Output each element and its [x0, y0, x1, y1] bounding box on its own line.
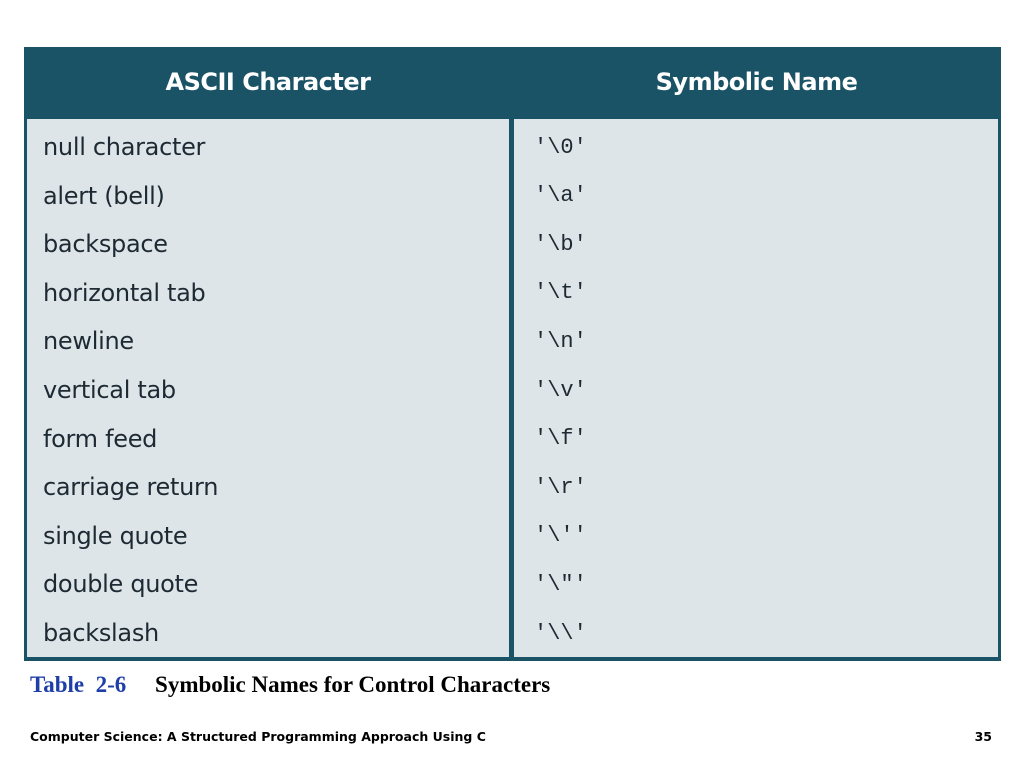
table-row-name: [27, 269, 206, 317]
table-row-name: [27, 560, 198, 608]
ascii-character-cell: carriage return: [43, 473, 219, 502]
ascii-character-cell: backspace: [43, 230, 168, 259]
footer-page-number: 35: [974, 729, 992, 744]
ascii-character-cell: single quote: [43, 521, 188, 550]
symbolic-name-cell: '\"': [534, 571, 587, 597]
caption-text: Symbolic Names for Control Characters: [155, 672, 551, 697]
ascii-character-cell: null character: [43, 133, 206, 161]
ascii-character-column: [27, 119, 509, 657]
table-row-name: [27, 415, 157, 463]
header-symbolic-name: Symbolic Name: [655, 67, 858, 96]
symbolic-name-cell: '\\': [534, 620, 587, 646]
ascii-character-cell: backslash: [43, 619, 159, 647]
symbolic-name-cell: '\r': [534, 474, 587, 500]
table-row-name: [27, 512, 187, 560]
table-row-symbol: [514, 269, 587, 317]
table-row-name: [27, 317, 134, 365]
ascii-character-cell: form feed: [43, 424, 158, 453]
symbolic-name-cell: '\0': [534, 134, 587, 160]
symbolic-name-cell: '\n': [534, 328, 587, 354]
symbolic-name-cell: '\'': [534, 523, 587, 549]
table-row-symbol: [514, 512, 587, 560]
table-row-symbol: [514, 172, 587, 220]
table-row-name: [27, 609, 159, 657]
symbolic-name-cell: '\b': [534, 231, 587, 257]
control-characters-table: [24, 47, 1001, 661]
symbolic-name-cell: '\f': [534, 426, 587, 452]
caption-label: Table 2-6: [30, 672, 127, 697]
table-row-name: [27, 463, 218, 511]
ascii-character-cell: alert (bell): [43, 181, 165, 210]
footer-book-title: Computer Science: A Structured Programming Approach Using C: [30, 729, 486, 744]
table-row-name: [27, 172, 165, 220]
symbolic-name-column: [514, 119, 998, 657]
table-row-name: [27, 220, 168, 268]
table-row-symbol: [514, 463, 587, 511]
ascii-character-cell: newline: [43, 327, 134, 356]
table-row-symbol: [514, 366, 587, 414]
table-row-symbol: [514, 123, 587, 171]
symbolic-name-cell: '\t': [534, 280, 587, 306]
header-ascii-character: ASCII Character: [165, 67, 371, 96]
table-row-name: [27, 366, 176, 414]
table-row-symbol: [514, 560, 587, 608]
table-row-name: [27, 123, 205, 171]
table-row-symbol: [514, 220, 587, 268]
table-body: [24, 116, 1001, 659]
table-row-symbol: [514, 415, 587, 463]
table-row-symbol: [514, 317, 587, 365]
symbolic-name-cell: '\a': [534, 183, 587, 209]
ascii-character-cell: horizontal tab: [43, 278, 206, 307]
table-row-symbol: [514, 609, 587, 657]
table-header: [24, 47, 1001, 116]
ascii-character-cell: double quote: [43, 570, 199, 599]
ascii-character-cell: vertical tab: [43, 376, 176, 404]
symbolic-name-cell: '\v': [534, 377, 587, 403]
table-caption: [30, 672, 550, 698]
